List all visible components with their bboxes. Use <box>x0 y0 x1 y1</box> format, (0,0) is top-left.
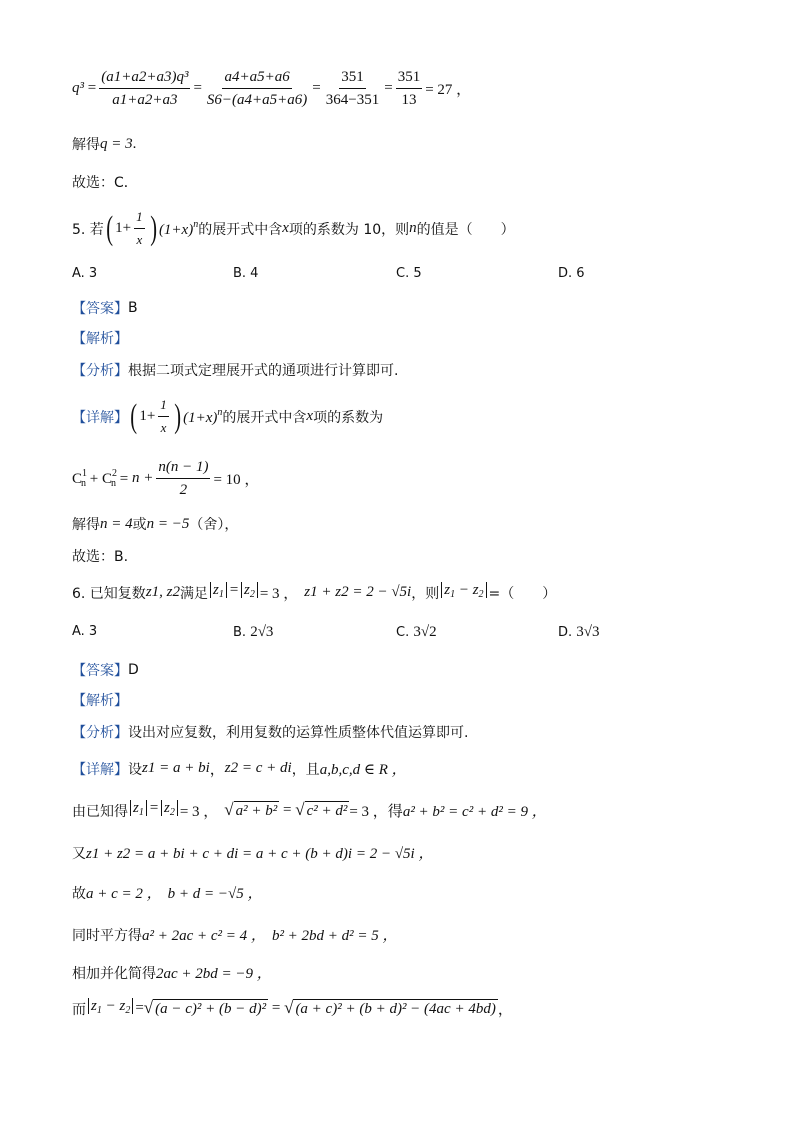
q5-fenxi: 【分析】 根据二项式定理展开式的通项进行计算即可. <box>72 363 399 379</box>
q6-line-4: 故 a + c = 2 ， b + d = −√5 ， <box>72 885 263 902</box>
q6-line-6: 相加并化简得 2ac + 2bd = −9 ， <box>72 965 272 982</box>
formula-frac-3: $\frac{351}{364-351}$ <box>325 69 380 108</box>
q5-final: 故选：B. <box>72 549 129 565</box>
q6-detail: 【详解】 设 z1 = a + bi ， z2 = c + di ，且 a,b,c,d ∈ R ， <box>72 760 407 778</box>
formula-frac-4: $\frac{351}{13}$ <box>397 69 421 108</box>
q5-analysis: 【解析】 <box>72 331 128 347</box>
formula-frac-1: $\frac{\text{(a1+a2+a3)q³}}{a1+a2+a3}$ <box>101 69 189 108</box>
q6-option-d[interactable]: D. 3√3 <box>558 624 600 640</box>
q5-answer: 【答案】 B <box>72 300 138 317</box>
question-6: 6. 已知复数 z1, z2 满足 $z_1 = z_2$ = 3 ， z1 + z2 = 2 − √5i ，则 $z_1 - z_2$ =（ ） <box>72 582 557 602</box>
q5-option-a[interactable]: A. 3 <box>72 266 98 281</box>
question-5: 5. 若 ( 1+ $\frac{1}{x}$ ) $(1+x)^n$ 的展开式中含 x 项的系数为 10，则 n 的值是（ ） <box>72 209 515 247</box>
q5-combination: $C^1_n + C^2_n$ = n + $\frac{n(n - 1)}{2}$ = 10 ， <box>72 459 260 498</box>
q5-solved: 解得 n = 4 或 n = −5 （舍）， <box>72 515 239 533</box>
q6-line-5: 同时平方得 a² + 2ac + c² = 4 ， b² + 2bd + d² = 5 ， <box>72 927 398 944</box>
q6-line-2: 由已知得 $z_1 = z_2$ = 3 ， √ a² + b² = √ c² + d² = 3 ，得 a² + b² = c² + d² = 9 ， <box>72 800 547 820</box>
q5-option-c[interactable]: C. 5 <box>396 266 422 281</box>
answer-c-line: 故选：C． <box>72 175 138 191</box>
q6-analysis: 【解析】 <box>72 693 128 709</box>
q6-line-3: 又 z1 + z2 = a + bi + c + di = a + c + (b + d)i = 2 − √5i ， <box>72 845 434 862</box>
q6-option-b[interactable]: B. 2√3 <box>233 624 274 640</box>
solve-q-line: 解得 q = 3 . <box>72 135 137 153</box>
q5-detail: 【详解】 ( 1+ $\frac{1}{x}$ ) $(1+x)^n$ 的展开式中含 x 项的系数为 <box>72 397 384 435</box>
formula-result: = 27 ， <box>425 82 472 98</box>
q6-line-7: 而 $z_1 - z_2$ = √ (a − c)² + (b − d)² = √ (a + c)² + (b + d)² − (4ac + 4bd) ， <box>72 998 513 1018</box>
intro-formula: q³ = $\frac{\text{(a1+a2+a3)q³}}{a1+a2+a3}$ = $\frac{a4+a5+a6}{S6-(a4+a5+a6)}$ = $\frac{351}{364-351}$ = $\frac{351}{13}$ = 27 ， <box>72 69 472 108</box>
q6-answer: 【答案】 D <box>72 662 139 679</box>
q5-option-d[interactable]: D. 6 <box>558 266 585 281</box>
formula-frac-2: $\frac{a4+a5+a6}{S6-(a4+a5+a6)}$ <box>206 69 308 108</box>
q5-option-b[interactable]: B. 4 <box>233 266 259 281</box>
formula-lhs: q³ <box>72 80 84 96</box>
q6-fenxi: 【分析】 设出对应复数，利用复数的运算性质整体代值运算即可. <box>72 725 469 741</box>
q6-option-c[interactable]: C. 3√2 <box>396 624 437 640</box>
q6-option-a[interactable]: A. 3 <box>72 624 98 639</box>
